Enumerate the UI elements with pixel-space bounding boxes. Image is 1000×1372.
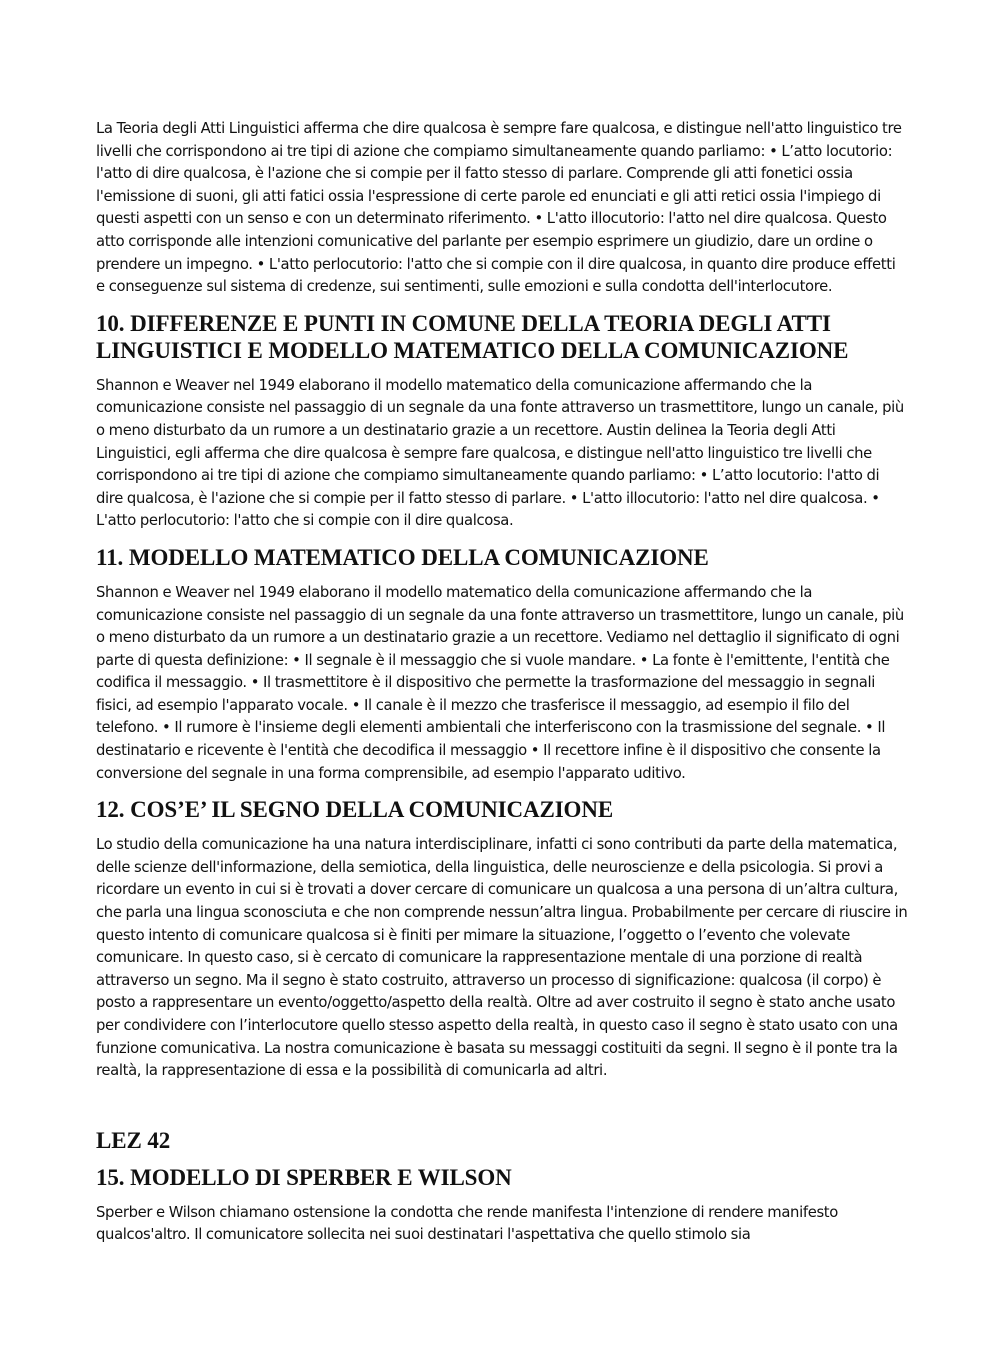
- section-15-heading: 15. MODELLO DI SPERBER E WILSON: [96, 1164, 512, 1190]
- section-11-body: Shannon e Weaver nel 1949 elaborano il modello matematico della comunicazione affermando che la comunicazione consiste nel passaggio di un segnale da una fonte attraverso un trasmettitore, lungo un canale, più o meno disturbato da un rumore a un destinatario grazie a un recettore. Vediamo nel dettaglio il significato di ogni parte di questa definizione: • Il segnale è il messaggio che si vuole mandare. • La fonte è l'emittente, l'entità che codifica il messaggio. • Il trasmettitore è il dispositivo che permette la trasformazione del messaggio in segnali fisici, ad esempio l'apparato vocale. • Il canale è il mezzo che trasferisce il messaggio, ad esempio il filo del telefono. • Il rumore è l'insieme degli elementi ambientali che interferiscono con la trasmissione del segnale. • Il destinatario e ricevente è l'entità che decodifica il messaggio • Il recettore infine è il dispositivo che consente la conversione del segnale in una forma comprensibile, ad esempio l'apparato uditivo.: [96, 583, 904, 782]
- section-11-heading: 11. MODELLO MATEMATICO DELLA COMUNICAZIONE: [96, 544, 709, 570]
- section-10-body: Shannon e Weaver nel 1949 elaborano il modello matematico della comunicazione affermando che la comunicazione consiste nel passaggio di un segnale da una fonte attraverso un trasmettitore, lungo un canale, più o meno disturbato da un rumore a un destinatario grazie a un recettore. Austin delinea la Teoria degli Atti Linguistici, egli afferma che dire qualcosa è sempre fare qualcosa, e distingue nell'atto linguistico tre livelli che corrispondono ai tre tipi di azione che compiamo simultaneamente quando parliamo: • L’atto locutorio: l'atto di dire qualcosa, è l'azione che si compie per il fatto stesso di parlare. • L'atto illocutorio: l'atto nel dire qualcosa. • L'atto perlocutorio: l'atto che si compie con il dire qualcosa.: [96, 376, 904, 530]
- document-page: [96, 118, 908, 1247]
- section-10-heading: 10. DIFFERENZE E PUNTI IN COMUNE DELLA TEORIA DEGLI ATTI LINGUISTICI E MODELLO MATEMATICO DELLA COMUNICAZIONE: [96, 310, 849, 363]
- lesson-label: LEZ 42: [96, 1127, 171, 1153]
- section-12-heading: 12. COS’E’ IL SEGNO DELLA COMUNICAZIONE: [96, 797, 614, 823]
- intro-paragraph: La Teoria degli Atti Linguistici afferma che dire qualcosa è sempre fare qualcosa, e distingue nell'atto linguistico tre livelli che corrispondono ai tre tipi di azione che compiamo simultaneamente quando parliamo: • L’atto locutorio: l'atto di dire qualcosa, è l'azione che si compie per il fatto stesso di parlare. Comprende gli atti fonetici ossia l'emissione di suoni, gli atti fatici ossia l'espressione di certe parole ed enunciati e gli atti retici ossia l'impiego di questi aspetti con un senso e con un determinato riferimento. • L'atto illocutorio: l'atto nel dire qualcosa. Questo atto corrisponde alle intenzioni comunicative del parlante per esempio esprimere un giudizio, dare un ordine o prendere un impegno. • L'atto perlocutorio: l'atto che si compie con il dire qualcosa, in quanto dire produce effetti e conseguenze sul sistema di credenze, sui sentimenti, sulle emozioni e sulla condotta dell'interlocutore.: [96, 120, 902, 296]
- section-12-body: Lo studio della comunicazione ha una natura interdisciplinare, infatti ci sono contributi da parte della matematica, delle scienze dell'informazione, della semiotica, della linguistica, delle neuroscienze e della psicologia. Si provi a ricordare un evento in cui si è trovati a dover cercare di comunicare un qualcosa a una persona di un’altra cultura, che parla una lingua sconosciuta e che non comprende nessun’altra lingua. Probabilmente per cercare di riuscire in questo intento di comunicare qualcosa si è finiti per mimare la situazione, l’oggetto o l’evento che volevate comunicare. In questo caso, si è cercato di comunicare la rappresentazione mentale di una porzione di realtà attraverso un segno. Ma il segno è stato costruito, attraverso un processo di significazione: qualcosa (il corpo) è posto a rappresentare un evento/oggetto/aspetto della realtà. Oltre ad aver costruito il segno è stato anche usato per condividere con l’interlocutore quello stesso aspetto della realtà, in questo caso il segno è stato usato con una funzione comunicativa. La nostra comunicazione è basata su messaggi costituiti da segni. Il segno è il ponte tra la realtà, la rappresentazione di essa e la possibilità di comunicarla ad altri.: [96, 836, 908, 1080]
- section-15-body: Sperber e Wilson chiamano ostensione la condotta che rende manifesta l'intenzione di rendere manifesto qualcos'altro. Il comunicatore sollecita nei suoi destinatari l'aspettativa che quello stimolo sia: [96, 1203, 838, 1244]
